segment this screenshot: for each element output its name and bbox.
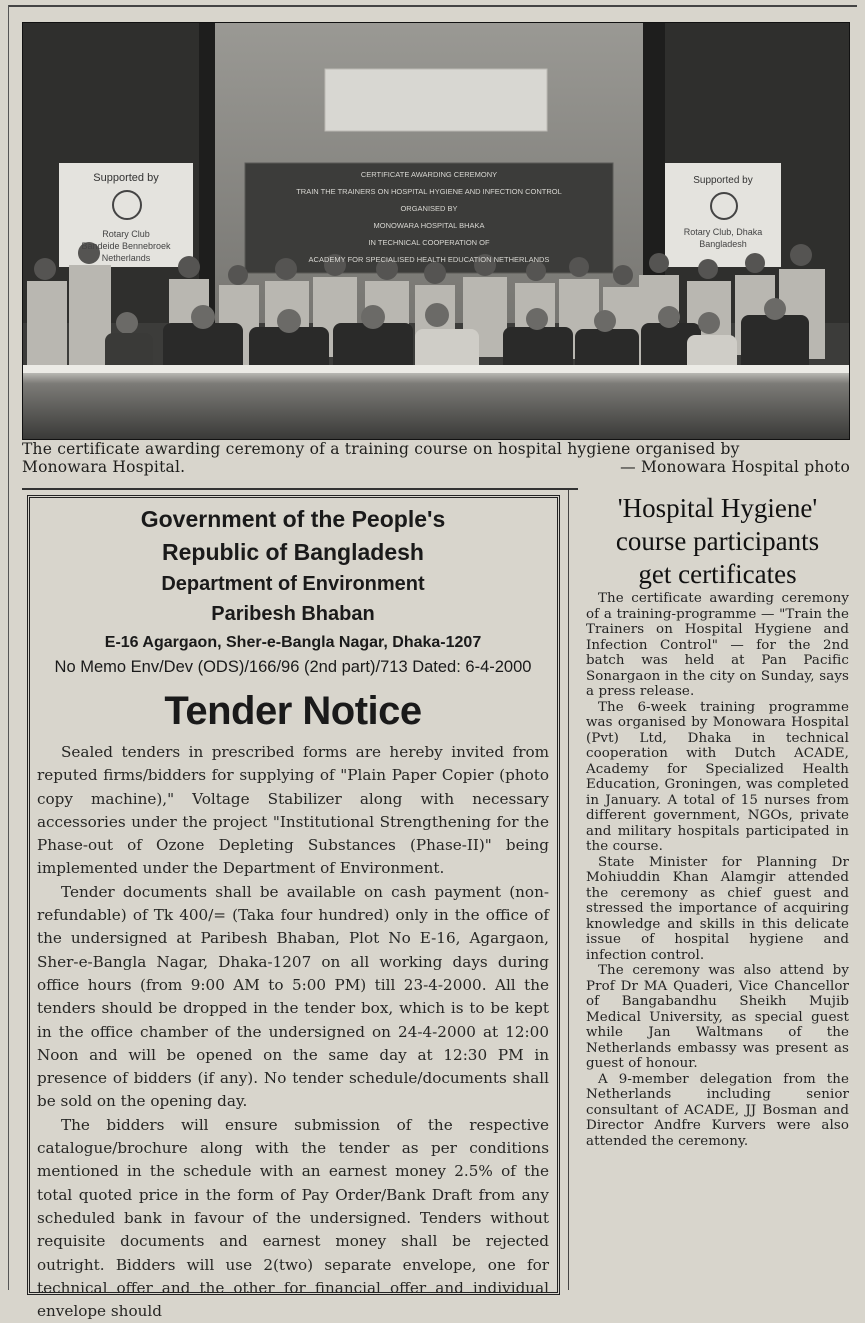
ceremony-photo <box>22 22 850 440</box>
article-paragraph-2: The 6-week training programme was organised by Monowara Hospital (Pvt) Ltd, Dhaka in technical cooperation with Dutch ACADE, Academy for Specialized Health Education, Groningen, was completed in January. A total of 15 nurses from different government, NGOs, private and military hospitals participated in the course. <box>586 699 849 854</box>
page-top-rule <box>8 5 857 7</box>
tender-paragraph-1: Sealed tenders in prescribed forms are hereby invited from reputed firms/bidders for supplying of "Plain Paper Copier (photo copy machine)," Voltage Stabilizer along with necessary accessories under the project "Institutional Strengthening for the Phase-out of Ozone Depleting Substances (Phase-II)" being implemented under the Department of Environment. <box>37 743 549 878</box>
memo-line: No Memo Env/Dev (ODS)/166/96 (2nd part)/713 Dated: 6-4-2000 <box>54 658 532 676</box>
column-rule <box>568 490 569 1290</box>
photo-credit: — Monowara Hospital photo <box>620 458 850 476</box>
left-banner-club-line: Netherlands <box>101 253 151 263</box>
government-line-1: Government of the People's <box>140 506 446 532</box>
right-banner-supported-line: Supported by <box>693 175 753 186</box>
address: E-16 Agargaon, Sher-e-Bangla Nagar, Dhaka-1207 <box>104 634 482 651</box>
building-name: Paribesh Bhaban <box>211 603 375 625</box>
left-banner-supported-line: Supported by <box>93 172 159 184</box>
tender-paragraph-2: Tender documents shall be available on cash payment (non-refundable) of Tk 400/= (Taka four hundred) only in the office of the undersigned at Paribesh Bhaban, Plot No E-16, Agargaon, Sher-e-Bangla Nagar, Dhaka-1207 on all working days during office hours (from 9:00 AM to 5:00 PM) till 23-4-2000. All the tenders should be dropped in the tender box, which is to be kept in the office chamber of the undersigned on 24-4-2000 at 12:00 Noon and will be opened on the same day at 12:30 PM in presence of bidders (if any). No tender schedule/documents shall be sold on the opening day. <box>37 882 549 1111</box>
government-line-2: Republic of Bangladesh <box>162 539 424 565</box>
page-left-rule <box>8 5 9 1290</box>
right-banner-club-line: Bangladesh <box>699 239 747 249</box>
article-paragraph-5: A 9-member delegation from the Netherlands including senior consultant of ACADE, JJ Bosman and Director Andfre Kurvers were also attended the ceremony. <box>586 1071 849 1149</box>
article-paragraph-1: The certificate awarding ceremony of a training-programme — "Train the Trainers on Hospital Hygiene and Infection Control" — for the 2nd batch was held at Pan Pacific Sonargaon in the city on Sunday, says a press release. <box>586 591 849 699</box>
tender-paragraph-3: The bidders will ensure submission of the respective catalogue/brochure along with the tender as per conditions mentioned in the schedule with an earnest money 2.5% of the total quoted price in the form of Pay Order/Bank Draft from any scheduled bank in favour of the undersigned. Tenders without requisite documents and earnest money shall be rejected outright. Bidders will use 2(two) separate envelope, one for technical offer and the other for financial offer and individual envelope should <box>37 1115 549 1321</box>
center-banner-line: ACADEMY FOR SPECIALISED HEALTH EDUCATION NETHERLANDS <box>308 255 550 264</box>
section-rule <box>22 488 578 490</box>
center-banner-line: CERTIFICATE AWARDING CEREMONY <box>360 170 498 179</box>
article-paragraph-4: The ceremony was also attend by Prof Dr MA Quaderi, Vice Chancellor of Bangabandhu Sheikh Mujib Medical University, as special guest while Jan Waltmans of the Netherlands embassy was present as guest of honour. <box>586 963 849 1071</box>
left-banner-club-line: Rotary Club <box>102 229 150 239</box>
article-paragraph-3: State Minister for Planning Dr Mohiuddin Khan Alamgir attended the ceremony as chief guest and stressed the importance of acquiring knowledge and skills in this delicate issue of hospital hygiene and infection control. <box>586 854 849 963</box>
headline-line-3: get certificates <box>638 559 797 589</box>
center-banner-line: MONOWARA HOSPITAL BHAKA <box>373 221 485 230</box>
article-headline <box>586 492 849 591</box>
center-banner-line: TRAIN THE TRAINERS ON HOSPITAL HYGIENE AND INFECTION CONTROL <box>296 187 562 196</box>
headline-line-2: course participants <box>615 526 820 556</box>
photo-caption <box>22 440 850 476</box>
tender-notice-ad <box>27 495 560 1321</box>
center-banner-line: IN TECHNICAL COOPERATION OF <box>368 238 490 247</box>
tender-title: Tender Notice <box>164 689 422 733</box>
left-banner-club-line: Bandeide Bennebroek <box>81 241 171 251</box>
caption-line-2: Monowara Hospital. <box>22 458 186 476</box>
caption-line-1: The certificate awarding ceremony of a training course on hospital hygiene organised by <box>22 440 740 458</box>
news-article <box>586 492 849 1149</box>
department-name: Department of Environment <box>161 573 425 595</box>
right-banner-club-line: Rotary Club, Dhaka <box>683 227 763 237</box>
headline-line-1: 'Hospital Hygiene' <box>617 493 818 523</box>
center-banner-line: ORGANISED BY <box>400 204 458 213</box>
